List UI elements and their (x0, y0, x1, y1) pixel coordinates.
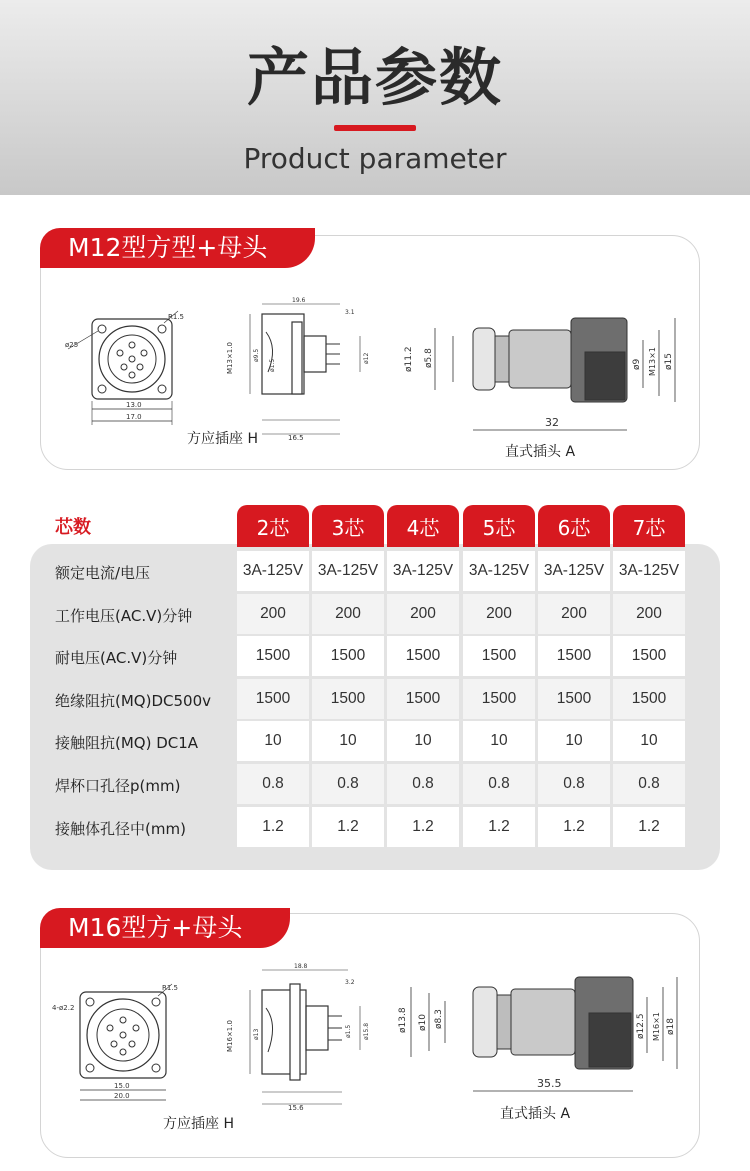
table-cell: 0.8 (613, 764, 685, 804)
table-cell: 1500 (538, 636, 610, 676)
column-header: 5芯 (463, 505, 535, 547)
m12-dim-inner-width: 13.0 (126, 401, 142, 409)
table-cell: 1500 (312, 679, 384, 719)
table-cell: 1500 (538, 679, 610, 719)
m12-plug-drawing (395, 310, 690, 435)
m16-dim-d13: ø13 (253, 1028, 260, 1040)
m12-plug-dim-d112: ø11.2 (404, 346, 414, 372)
m16-socket-caption: 方应插座 H (163, 1116, 234, 1132)
m12-section-tab: M12型方型+母头 (40, 228, 315, 268)
m16-dim-tolerance: 3.2 (345, 979, 355, 986)
m12-dim-outer-diameter: ø25 (65, 341, 79, 349)
table-cell: 200 (237, 594, 309, 634)
m12-plug-dim-thread: M13×1 (648, 347, 657, 376)
m12-dim-outer-width: 17.0 (126, 413, 142, 421)
table-cell: 200 (613, 594, 685, 634)
m12-dim-tolerance: 3.1 (345, 309, 355, 316)
row-label: 额定电流/电压 (55, 564, 151, 582)
row-label: 耐电压(AC.V)分钟 (55, 649, 178, 667)
m12-socket-front-drawing (60, 305, 190, 440)
m12-plug-dim-d15: ø15 (664, 353, 674, 370)
column-header: 6芯 (538, 505, 610, 547)
row-label: 接触体孔径中(mm) (55, 820, 186, 838)
m12-dim-bottom-length: 16.5 (288, 434, 304, 442)
m12-plug-dim-d58: ø5.8 (424, 348, 434, 368)
m12-dim-thread: M13×1.0 (226, 342, 234, 374)
m16-dim-holes: 4-ø2.2 (52, 1004, 75, 1012)
table-cell: 1500 (613, 679, 685, 719)
m12-plug-dim-d9: ø9 (632, 358, 642, 370)
m12-socket-caption: 方应插座 H (187, 431, 258, 447)
column-header: 4芯 (387, 505, 459, 547)
m12-dim-d95: ø9.5 (253, 348, 260, 362)
table-cell: 1500 (463, 679, 535, 719)
m16-plug-dim-d138: ø13.8 (398, 1007, 408, 1033)
m16-dim-thread: M16×1.0 (226, 1020, 234, 1052)
table-cell: 10 (463, 721, 535, 761)
m16-socket-front-drawing (52, 978, 192, 1108)
column-header: 3芯 (312, 505, 384, 547)
m16-dim-radius: R1.5 (162, 984, 178, 992)
row-label: 工作电压(AC.V)分钟 (55, 607, 193, 625)
column-header: 2芯 (237, 505, 309, 547)
table-cell: 3A-125V (387, 551, 459, 591)
table-cell: 10 (237, 721, 309, 761)
table-cell: 1.2 (237, 807, 309, 847)
m16-dim-d15: ø1.5 (345, 1024, 352, 1038)
table-cell: 1.2 (387, 807, 459, 847)
table-cell: 3A-125V (538, 551, 610, 591)
table-cell: 0.8 (387, 764, 459, 804)
table-cell: 3A-125V (613, 551, 685, 591)
table-cell: 1500 (387, 679, 459, 719)
table-cell: 1500 (463, 636, 535, 676)
m16-dim-top-length: 18.8 (294, 963, 308, 970)
table-cell: 10 (312, 721, 384, 761)
m12-plug-caption: 直式插头 A (505, 444, 576, 460)
table-cell: 1.2 (538, 807, 610, 847)
table-cell: 1500 (237, 679, 309, 719)
table-cell: 1500 (387, 636, 459, 676)
table-cell: 200 (312, 594, 384, 634)
page-header (0, 0, 750, 195)
table-cell: 3A-125V (237, 551, 309, 591)
m12-plug-dim-length: 32 (545, 416, 559, 429)
m12-dim-radius: R1.5 (168, 313, 184, 321)
m16-dim-bottom-length: 15.6 (288, 1104, 304, 1112)
table-cell: 1500 (237, 636, 309, 676)
table-cell: 200 (463, 594, 535, 634)
table-cell: 0.8 (312, 764, 384, 804)
m16-section-tab: M16型方+母头 (40, 908, 290, 948)
m16-socket-side-drawing (210, 962, 380, 1112)
m16-plug-dim-d125: ø12.5 (636, 1013, 646, 1039)
row-label: 接触阻抗(MQ) DC1A (55, 734, 199, 752)
table-cell: 1500 (312, 636, 384, 676)
table-cell: 1.2 (463, 807, 535, 847)
title-accent-bar (334, 125, 416, 131)
spec-table-corner: 芯数 (55, 517, 91, 538)
table-cell: 200 (387, 594, 459, 634)
m16-plug-dim-d10: ø10 (418, 1014, 428, 1031)
m16-plug-dim-d83: ø8.3 (434, 1009, 444, 1029)
table-cell: 1500 (613, 636, 685, 676)
m16-dim-inner-width: 15.0 (114, 1082, 130, 1090)
table-cell: 10 (387, 721, 459, 761)
table-cell: 200 (538, 594, 610, 634)
row-label: 焊杯口孔径p(mm) (55, 777, 181, 795)
m16-dim-outer-width: 20.0 (114, 1092, 130, 1100)
table-cell: 0.8 (237, 764, 309, 804)
table-cell: 0.8 (463, 764, 535, 804)
m16-plug-drawing (393, 973, 693, 1098)
m12-dim-d12: ø12 (363, 352, 370, 364)
page-title-en: Product parameter (243, 142, 507, 175)
table-cell: 3A-125V (463, 551, 535, 591)
row-label: 绝缘阻抗(MQ)DC500v (55, 692, 211, 710)
table-cell: 1.2 (613, 807, 685, 847)
m16-plug-dim-thread: M16×1 (652, 1012, 661, 1041)
table-cell: 3A-125V (312, 551, 384, 591)
m16-dim-d158: ø15.8 (363, 1022, 370, 1040)
table-cell: 10 (538, 721, 610, 761)
table-cell: 1.2 (312, 807, 384, 847)
m16-plug-dim-length: 35.5 (537, 1077, 562, 1090)
table-cell: 0.8 (538, 764, 610, 804)
page-title-cn: 产品参数 (246, 41, 503, 114)
m12-dim-d15: ø1.5 (269, 358, 276, 372)
m16-plug-caption: 直式插头 A (500, 1106, 571, 1122)
table-cell: 10 (613, 721, 685, 761)
m16-plug-dim-d18: ø18 (666, 1018, 676, 1035)
m12-dim-top-length: 19.6 (292, 297, 306, 304)
column-header: 7芯 (613, 505, 685, 547)
